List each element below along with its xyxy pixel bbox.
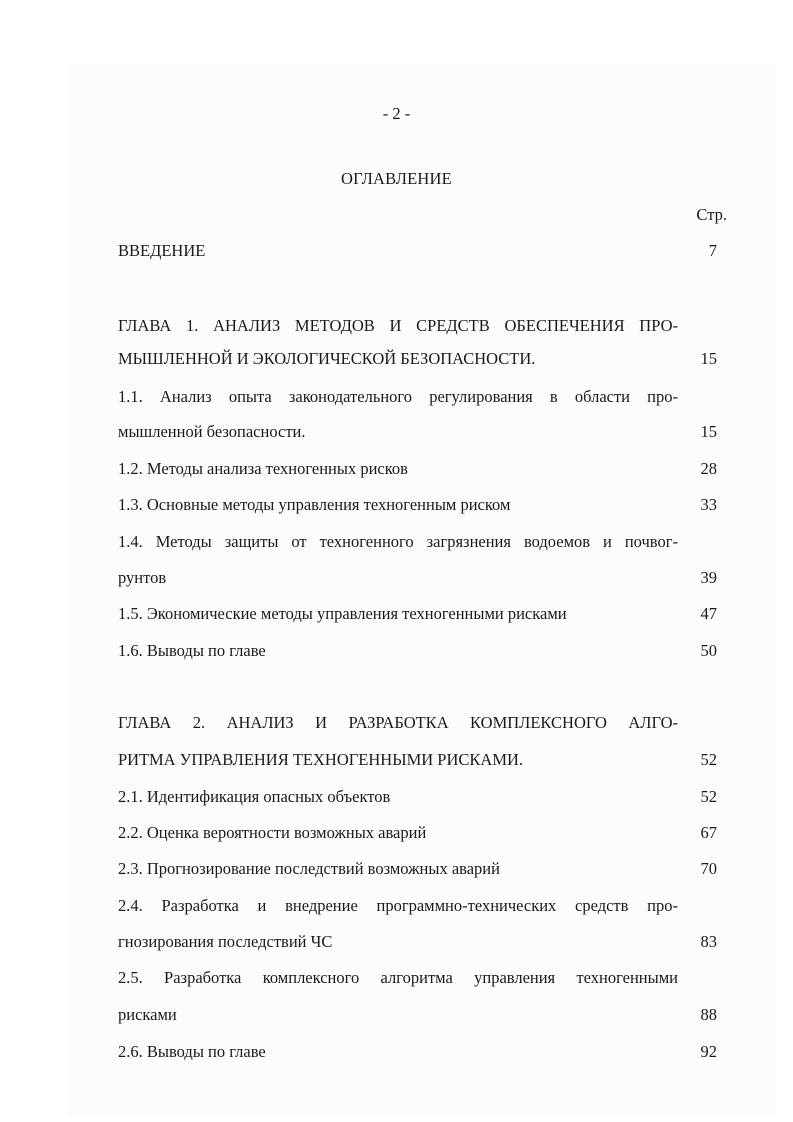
toc-page-intro: 7 bbox=[708, 241, 717, 260]
toc-entry-chapter-1-line-2: МЫШЛЕННОЙ И ЭКОЛОГИЧЕСКОЙ БЕЗОПАСНОСТИ. bbox=[118, 349, 536, 368]
toc-page-2-4: 83 bbox=[700, 932, 717, 951]
toc-entry-1-6: 1.6. Выводы по главе bbox=[118, 641, 266, 660]
document-page bbox=[68, 64, 776, 1116]
toc-entry-1-4-line-2: рунтов bbox=[118, 568, 167, 587]
toc-entry-2-2: 2.2. Оценка вероятности возможных аварий bbox=[118, 823, 427, 842]
toc-page-1-5: 47 bbox=[700, 604, 717, 623]
toc-page-2-5: 88 bbox=[700, 1005, 717, 1024]
toc-entry-1-4-line-1: 1.4. Методы защиты от техногенного загрязнения водоемов и почвог- bbox=[118, 532, 678, 551]
toc-title: ОГЛАВЛЕНИЕ bbox=[341, 169, 452, 188]
toc-entry-2-4-line-1: 2.4. Разработка и внедрение программно-технических средств про- bbox=[118, 896, 678, 915]
toc-page-chapter-1: 15 bbox=[700, 349, 717, 368]
toc-entry-2-3: 2.3. Прогнозирование последствий возможных аварий bbox=[118, 859, 500, 878]
toc-entry-chapter-1-line-1: ГЛАВА 1. АНАЛИЗ МЕТОДОВ И СРЕДСТВ ОБЕСПЕЧЕНИЯ ПРО- bbox=[118, 316, 678, 335]
toc-entry-1-1-line-2: мышленной безопасности. bbox=[118, 422, 306, 441]
toc-entry-intro: ВВЕДЕНИЕ bbox=[118, 241, 206, 260]
toc-page-1-1: 15 bbox=[700, 422, 717, 441]
page-number: - 2 - bbox=[382, 104, 411, 123]
toc-entry-1-1-line-1: 1.1. Анализ опыта законодательного регулирования в области про- bbox=[118, 387, 678, 406]
toc-page-1-4: 39 bbox=[700, 568, 717, 587]
toc-entry-1-3: 1.3. Основные методы управления техногенным риском bbox=[118, 495, 511, 514]
toc-page-1-2: 28 bbox=[700, 459, 717, 478]
toc-page-2-1: 52 bbox=[700, 787, 717, 806]
toc-entry-1-5: 1.5. Экономические методы управления техногенными рисками bbox=[118, 604, 567, 623]
toc-entry-2-1: 2.1. Идентификация опасных объектов bbox=[118, 787, 391, 806]
toc-page-1-3: 33 bbox=[700, 495, 717, 514]
toc-entry-2-4-line-2: гнозирования последствий ЧС bbox=[118, 932, 333, 951]
toc-page-2-2: 67 bbox=[700, 823, 717, 842]
toc-entry-2-5-line-2: рисками bbox=[118, 1005, 177, 1024]
toc-entry-1-2: 1.2. Методы анализа техногенных рисков bbox=[118, 459, 408, 478]
toc-entry-chapter-2-line-1: ГЛАВА 2. АНАЛИЗ И РАЗРАБОТКА КОМПЛЕКСНОГО АЛГО- bbox=[118, 713, 678, 732]
toc-page-1-6: 50 bbox=[700, 641, 717, 660]
toc-page-2-3: 70 bbox=[700, 859, 717, 878]
toc-entry-2-6: 2.6. Выводы по главе bbox=[118, 1042, 266, 1061]
page-column-label: Стр. bbox=[696, 205, 727, 224]
toc-page-chapter-2: 52 bbox=[700, 750, 717, 769]
toc-entry-chapter-2-line-2: РИТМА УПРАВЛЕНИЯ ТЕХНОГЕННЫМИ РИСКАМИ. bbox=[118, 750, 524, 769]
toc-entry-2-5-line-1: 2.5. Разработка комплексного алгоритма управления техногенными bbox=[118, 968, 678, 987]
toc-page-2-6: 92 bbox=[700, 1042, 717, 1061]
